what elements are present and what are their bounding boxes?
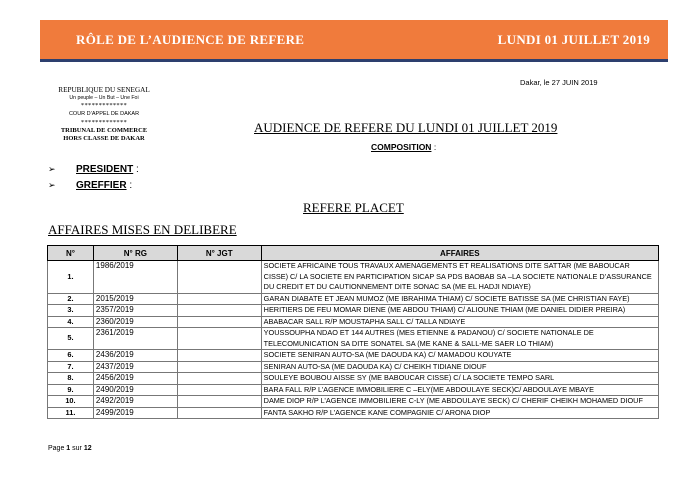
row-number: 3. xyxy=(48,305,94,317)
document-date: Dakar, le 27 JUIN 2019 xyxy=(520,78,598,87)
court-name: COUR D’APPEL DE DAKAR xyxy=(68,111,140,117)
role-label: GREFFIER xyxy=(76,180,127,191)
table-row xyxy=(48,316,659,328)
row-number: 10. xyxy=(48,396,94,408)
row-jgt xyxy=(177,396,261,408)
role-president xyxy=(48,164,139,175)
page-label: Page xyxy=(48,445,67,452)
row-jgt xyxy=(177,373,261,385)
table-row xyxy=(48,407,659,419)
row-rg: 2015/2019 xyxy=(93,293,177,305)
row-rg: 2436/2019 xyxy=(93,350,177,362)
row-jgt xyxy=(177,361,261,373)
table-row xyxy=(48,305,659,317)
tribunal-name-line1: TRIBUNAL DE COMMERCE xyxy=(60,127,148,134)
row-jgt xyxy=(177,261,261,294)
row-affaire: HERITIERS DE FEU MOMAR DIENE (ME ABDOU THIAM) C/ ALIOUNE THIAM (ME DANIEL DIDIER PREIRA) xyxy=(261,305,658,317)
row-number: 7. xyxy=(48,361,94,373)
table-row xyxy=(48,361,659,373)
row-affaire: YOUSSOUPHA NDAO ET 144 AUTRES (MES ETIENNE & PADANOU) C/ SOCIETE NATIONALE DE TELECOMUNICATION SA DITE SONATEL SA (ME KANE & SALL-ME SAER LO THIAM) xyxy=(261,328,658,350)
col-header-jgt: N° JGT xyxy=(177,246,261,261)
composition-suffix: : xyxy=(431,142,437,152)
national-motto: Un peuple – Un But – Une Foi xyxy=(69,94,139,101)
table-row xyxy=(48,350,659,362)
row-affaire: SOCIETE AFRICAINE TOUS TRAVAUX AMENAGEMENTS ET REALISATIONS DITE SATTAR (ME BABOUCAR CISSE) C/ LA SOCIETE EN PARTICIPATION SICAP SA PDS BAOBAB SA –LA SOCIETE NATIONALE D’ASSURANCE DU CREDIT ET DU CAUTIONNEMENT DITE SONAC SA (ME EL HADJI NDIAYE) xyxy=(261,261,658,294)
separator-stars: ************* xyxy=(80,101,128,109)
row-jgt xyxy=(177,350,261,362)
page-of-label: sur xyxy=(70,445,84,452)
header-banner xyxy=(40,20,668,62)
role-suffix: : xyxy=(126,180,133,191)
row-number: 4. xyxy=(48,316,94,328)
section-affaires-delibere: AFFAIRES MISES EN DELIBERE xyxy=(48,222,237,237)
row-affaire: SOCIETE SENIRAN AUTO-SA (ME DAOUDA KA) C/ MAMADOU KOUYATE xyxy=(261,350,658,362)
row-jgt xyxy=(177,407,261,419)
institution-header xyxy=(48,86,160,143)
row-rg: 2360/2019 xyxy=(93,316,177,328)
row-rg: 2490/2019 xyxy=(93,384,177,396)
row-affaire: DAME DIOP R/P L’AGENCE IMMOBILIERE C-LY (ME ABDOULAYE SECK) C/ CHERIF CHEIKH MOHAMED DIOUF xyxy=(261,396,658,408)
arrow-bullet-icon: ➢ xyxy=(48,180,56,190)
separator-stars: ************* xyxy=(80,118,128,126)
row-affaire: GARAN DIABATE ET JEAN MUMOZ (ME IBRAHIMA THIAM) C/ SOCIETE BATISSE SA (ME CHRISTIAN FAYE) xyxy=(261,293,658,305)
row-jgt xyxy=(177,384,261,396)
col-header-rg: N° RG xyxy=(93,246,177,261)
row-rg: 2361/2019 xyxy=(93,328,177,350)
col-header-number: N° xyxy=(48,246,94,261)
tribunal-name-line2: HORS CLASSE DE DAKAR xyxy=(63,135,145,142)
row-rg: 2437/2019 xyxy=(93,361,177,373)
row-affaire: SENIRAN AUTO-SA (ME DAOUDA KA) C/ CHEIKH TIDIANE DIOUF xyxy=(261,361,658,373)
section-refere-placet: REFERE PLACET xyxy=(303,200,404,215)
role-greffier xyxy=(48,180,132,191)
row-affaire: BARA FALL R/P L’AGENCE IMMOBILIERE C –ELY(ME ABDOULAYE SECK)C/ ABDOULAYE MBAYE xyxy=(261,384,658,396)
row-number: 6. xyxy=(48,350,94,362)
row-number: 1. xyxy=(48,261,94,294)
row-affaire: SOULEYE BOUBOU AISSE SY (ME BABOUCAR CISSE) C/ LA SOCIETE TEMPO SARL xyxy=(261,373,658,385)
row-number: 2. xyxy=(48,293,94,305)
page-footer xyxy=(48,445,92,452)
row-rg: 2492/2019 xyxy=(93,396,177,408)
document-title: AUDIENCE DE REFERE DU LUNDI 01 JUILLET 2019 xyxy=(254,120,558,135)
table-row xyxy=(48,384,659,396)
composition-heading xyxy=(371,142,436,152)
row-number: 5. xyxy=(48,328,94,350)
table-row xyxy=(48,396,659,408)
page-total: 12 xyxy=(83,445,92,452)
row-jgt xyxy=(177,328,261,350)
col-header-affaires: AFFAIRES xyxy=(261,246,658,261)
cases-table xyxy=(47,245,659,419)
row-number: 9. xyxy=(48,384,94,396)
page-number: 1 xyxy=(66,445,71,452)
row-rg: 2357/2019 xyxy=(93,305,177,317)
banner-title: RÔLE DE L’AUDIENCE DE REFERE xyxy=(76,32,305,47)
table-row xyxy=(48,328,659,350)
role-suffix: : xyxy=(133,164,139,175)
table-header-row xyxy=(48,246,659,261)
row-jgt xyxy=(177,305,261,317)
composition-label: COMPOSITION xyxy=(371,142,432,152)
republic-name: REPUBLIQUE DU SENEGAL xyxy=(58,86,150,94)
table-row xyxy=(48,261,659,294)
row-rg: 2499/2019 xyxy=(93,407,177,419)
arrow-bullet-icon: ➢ xyxy=(48,164,56,174)
row-jgt xyxy=(177,293,261,305)
row-number: 8. xyxy=(48,373,94,385)
table-row xyxy=(48,373,659,385)
role-label: PRESIDENT xyxy=(76,164,134,175)
row-rg: 2456/2019 xyxy=(93,373,177,385)
row-affaire: ABABACAR SALL R/P MOUSTAPHA SALL C/ TALLA NDIAYE xyxy=(261,316,658,328)
banner-date: LUNDI 01 JUILLET 2019 xyxy=(497,32,650,47)
row-jgt xyxy=(177,316,261,328)
row-number: 11. xyxy=(48,407,94,419)
row-affaire: FANTA SAKHO R/P L’AGENCE KANE COMPAGNIE C/ ARONA DIOP xyxy=(261,407,658,419)
row-rg: 1986/2019 xyxy=(93,261,177,294)
table-row xyxy=(48,293,659,305)
